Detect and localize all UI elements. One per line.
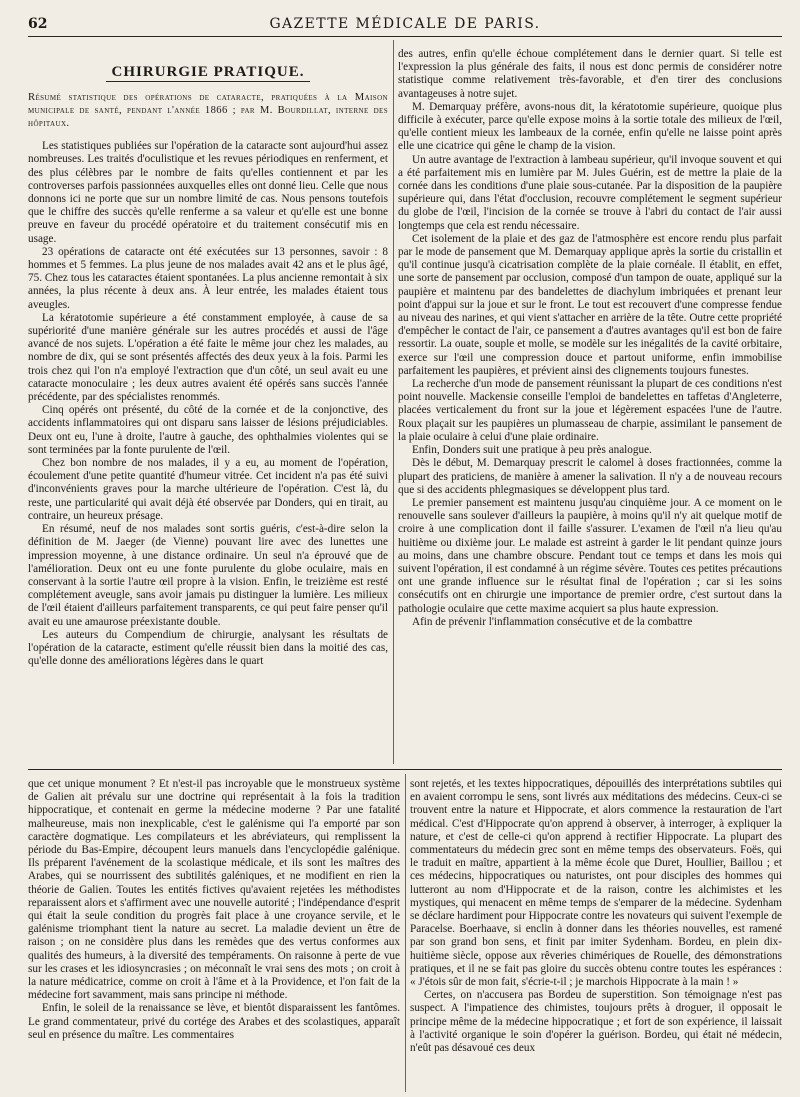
paragraph: M. Demarquay préfère, avons-nous dit, la kératotomie supérieure, quoique plus difficile à exécuter, parce qu'elle expose moins à la sortie totale des milieux de l'œil, qu'elle contient mieux les lambeaux de la cornée, enfin qu'elle ne laisse point après elle une cicatrice qui gêne le champ de la vision.: [398, 100, 782, 153]
paragraph: Dès le début, M. Demarquay prescrit le calomel à doses fractionnées, comme la plupart des praticiens, de manière à amener la salivation. Il n'y a de nouveau recours que si des accidents phlegmasiques se développent plus tard.: [398, 457, 782, 496]
paragraph: En résumé, neuf de nos malades sont sortis guéris, c'est-à-dire selon la définition de M. Jaeger (de Vienne) pouvant lire avec des lunettes une impression moyenne, à une distance ordinaire. Un seul n'a éprouvé que de l'amélioration. Deux ont eu une fonte purulente du globe oculaire, mais en conservant à la sortie l'autre œil propre à la vision. Enfin, le treizième est resté complétement aveugle, sans avoir jamais pu distinguer la lumière. Les milieux de l'œil étaient d'ailleurs parfaitement transparents, ce qui peut faire penser qu'il avait eu une amaurose préexistante double.: [28, 523, 388, 628]
paragraph: Les auteurs du Compendium de chirurgie, analysant les résultats de l'opération de la cataracte, estiment qu'elle réussit bien dans la moitié des cas, qu'elle donne des améliorations légères dans le quart: [28, 628, 388, 668]
paragraph: Les statistiques publiées sur l'opération de la cataracte sont aujourd'hui assez nombreuses. Les traités d'oculistique et les revues périodiques en renferment, et des plus célèbres par le nombre de faits qu'elles contiennent et par les controverses parfois passionnées auxquelles elles ont donné lieu. Celle que nous donnons ici ne porte que sur un nombre limité de cas. Nous pensons toutefois que le chiffre des succès qu'elle renferme a sa valeur et qu'elle est une bonne preuve en faveur du procédé opératoire et du traitement consécutif mis en usage.: [28, 140, 388, 245]
column-divider-bottom: [405, 774, 406, 1092]
paragraph: Cinq opérés ont présenté, du côté de la cornée et de la conjonctive, des accidents inflammatoires qui ont disparu sans laisser de lésions préjudiciables. Deux ont eu, l'une à droite, l'autre à gauche, des ophthalmies violentes qui se sont terminées par la fonte purulente de l'œil.: [28, 404, 388, 456]
paragraph: Afin de prévenir l'inflammation consécutive et de la combattre: [412, 615, 693, 628]
column-divider-top: [393, 40, 394, 764]
column-bottom-left: [28, 778, 400, 1090]
paragraph: Enfin, le soleil de la renaissance se lève, et bientôt disparaissent les fantômes. Le grand commentateur, privé du cortége des Arabes et des scolastiques, apparaît seul en présence du maître. Les commentaires: [28, 1002, 400, 1041]
section-divider: [28, 769, 782, 770]
paragraph: Le premier pansement est maintenu jusqu'au cinquième jour. A ce moment on le renouvelle sans soulever d'ailleurs la paupière, à moins qu'il n'y ait quelque motif de croire à une complication dont il faille s'assurer. L'examen de l'œil n'a lieu qu'au huitième ou dixième jour. Le malade est astreint à garder le lit pendant quinze jours au moins, dans une chambre obscure. Pendant tout ce temps et dans les mois qui suivent l'opération, il est condamné à un régime sévère. Toutes ces petites précautions ont une grande influence sur le résultat final de l'opération ; car si les soins consécutifs ont en chirurgie une importance de premier ordre, c'est surtout dans la pathologie oculaire que cette maxime acquiert sa plus haute expression.: [398, 496, 782, 615]
paragraph: Enfin, Donders suit une pratique à peu près analogue.: [412, 444, 652, 457]
column-bottom-right: [410, 778, 782, 1090]
column-top-right: [398, 48, 782, 764]
paragraph: Certes, on n'accusera pas Bordeu de superstition. Son témoignage n'est pas suspect. A l'impatience des chimistes, toujours prêts à droguer, il opposait le principe même de la médecine hippocratique ; et fort de son expérience, il laissait à l'activité organique le soin d'opérer la guérison. Bordeu, qui était né médecin, n'eût pas désavoué ces deux: [410, 989, 782, 1055]
paragraph: Cet isolement de la plaie et des gaz de l'atmosphère est encore rendu plus parfait par le mode de pansement que M. Demarquay applique après la sortie du cristallin et qu'il continue jusqu'à cicatrisation complète de la plaie cornéale. Il établit, en effet, une sorte de pansement par occlusion, composé d'un tampon de ouate, appliqué sur la paupière et maintenu par des bandelettes de diachylum imbriquées et prenant leur point d'appui sur la joue et sur le front. Le tout est recouvert d'une compresse fendue au niveau des narines, et qui vient s'attacher en arrière de la tête. Outre cette propriété d'empêcher le contact de l'air, ce pansement a d'autres avantages qu'il est bon de faire ressortir. La ouate, souple et molle, se modèle sur les inégalités de la cavité orbitaire, exerce sur l'œil une compression douce et partout uniforme, enfin immobilise parfaitement les paupières, et prévient ainsi des clignements toujours funestes.: [398, 232, 782, 377]
paragraph: La kératotomie supérieure a été constamment employée, à cause de sa supériorité d'une manière générale sur les autres procédés et aussi de l'âge avancé de nos sujets. L'opération a été faite le même jour chez les malades, au nombre de dix, qui se sont présentés affectés des deux yeux à la fois. Parmi les trois chez qui l'on n'a employé l'extraction que d'un côté, un seul avait eu une cataracte monoculaire ; les deux autres avaient été opérés sans succès l'année précédente, par des spécialistes renommés.: [28, 311, 388, 404]
paragraph: que cet unique monument ? Et n'est-il pas incroyable que le monstrueux système de Galien ait prévalu sur une doctrine qui représentait à la fois la tradition hippocratique, et contenait en germe la médecine moderne ? Par une fatalité malheureuse, mais non inexplicable, c'est le galénisme qui l'a emporté par son caractère dogmatique. Les compilateurs et les abréviateurs, qui remplissent la période du Bas-Empire, découpent leurs manuels dans l'encyclopédie galénique. Ils préparent l'avénement de la scolastique médicale, et ils sont les maîtres des Arabes, qui se nourrissent des subtilités galéniques, et ne modifient en rien la théorie de Galien. Toutes les entités fictives qu'avaient rejetées les méthodistes reparaissent alors et s'affirment avec une nouvelle autorité ; l'indépendance d'esprit qui était la seule condition du progrès fait place à une croyance servile, et le galénisme triomphant tient la nature au secret. La maladie devient un être de raison ; on ne considère plus dans les remèdes que des vertus conformes aux qualités des humeurs, à la diversité des tempéraments. On raisonne à perte de vue sur les crases et les idiosyncrasies ; on méconnaît le vrai sens des mots ; on croit à la nature médicatrice, comme on croit à l'âme et à la Providence, et l'on fait de la médecine fort savamment, mais sans principe ni méthode.: [28, 778, 400, 1002]
article-title: Résumé statistique des opérations de cataracte, pratiquées à la Maison municipale de santé, pendant l'année 1866 ; par M. Bourdillat, interne des hôpitaux.: [28, 92, 388, 130]
journal-title: GAZETTE MÉDICALE DE PARIS.: [269, 16, 541, 32]
paragraph: des autres, enfin qu'elle échoue complétement dans le dernier quart. Si telle est l'expression la plus générale des faits, il nous est donc permis de considérer notre statistique comme relativement très-favorable, et d'en tirer des conclusions avantageuses à notre sujet.: [398, 48, 782, 100]
paragraph: 23 opérations de cataracte ont été exécutées sur 13 personnes, savoir : 8 hommes et 5 femmes. La plus jeune de nos malades avait 42 ans et le plus âgé, 75. Chez tous les cataractes étaient spontanées. La plus ancienne remontait à six années, la plus récente à deux ans. À leur entrée, les malades étaient tous aveugles.: [28, 245, 388, 311]
paragraph: Un autre avantage de l'extraction à lambeau supérieur, qu'il invoque souvent et qui a été parfaitement mis en lumière par M. Jules Guérin, est de mettre la plaie de la cornée dans les conditions d'une plaie sous-cutanée. Par la disposition de la paupière supérieure qui, dans l'état d'occlusion, recouvre complétement le segment supérieur du globe de l'œil, l'incision de la cornée se trouve à l'abri du contact de l'air aussi longtemps que cela est rendu nécessaire.: [398, 153, 782, 232]
paragraph: Chez bon nombre de nos malades, il y a eu, au moment de l'opération, écoulement d'une petite quantité d'humeur vitrée. Cet incident n'a pas été suivi d'inconvénients graves pour la marche ultérieure de l'opération. C'est là, du reste, une particularité qui avait déjà été observée par Donders, qui en tirait, au contraire, un heureux présage.: [28, 457, 388, 522]
page-header: [28, 10, 782, 37]
paragraph: La recherche d'un mode de pansement réunissant la plupart de ces conditions n'est point nouvelle. Mackensie conseille l'emploi de bandelettes en taffetas d'Angleterre, placées verticalement du front sur la joue et légèrement espacées l'une de l'autre. Roux plaçait sur les paupières un plumasseau de charpie, assimilant le pansement de la plaie oculaire à celui d'une plaie ordinaire.: [398, 378, 782, 443]
paragraph: sont rejetés, et les textes hippocratiques, dépouillés des interprétations subtiles qui en avaient corrompu le sens, sont livrés aux méditations des médecins. Ceux-ci se trouvent entre la nature et Hippocrate, et alors commence la restauration de l'art médical. C'est d'Hippocrate qu'on apprend à observer, à interroger, à expliquer la nature, et c'est de celle-ci qu'on apprend à rectifier Hippocrate. La plupart des commentateurs du médecin grec sont en même temps des observateurs. Foës, qui le traduit en maître, appartient à la même école que Duret, Houllier, Baillou ; et ces médecins, hippocratiques ou naturistes, ont pour disciples des hommes qui lutteront au nom d'Hippocrate et de la raison, contre les alchimistes et les mystiques, qui menacent en même temps de s'emparer de la médecine. Sydenham se déclare hardiment pour Hippocrate contre les novateurs qui suivent l'exemple de Paracelse. Boerhaave, si enclin à donner dans les théories nouvelles, est ramené par son grand bon sens, et finit par imiter Sydenham. Bordeu, en plein dix-huitième siècle, oppose aux rêveries chimériques de Rouelle, des démonstrations pratiques, et il ne se fait pas gloire du succès obtenu contre toutes les espérances : « J'étois sûr de mon fait, s'écrie-t-il ; je marchois Hippocrate à la main ! »: [410, 778, 782, 989]
page-number: 62: [28, 16, 48, 32]
column-top-left: [28, 48, 388, 764]
section-title: CHIRURGIE PRATIQUE.: [28, 66, 388, 79]
